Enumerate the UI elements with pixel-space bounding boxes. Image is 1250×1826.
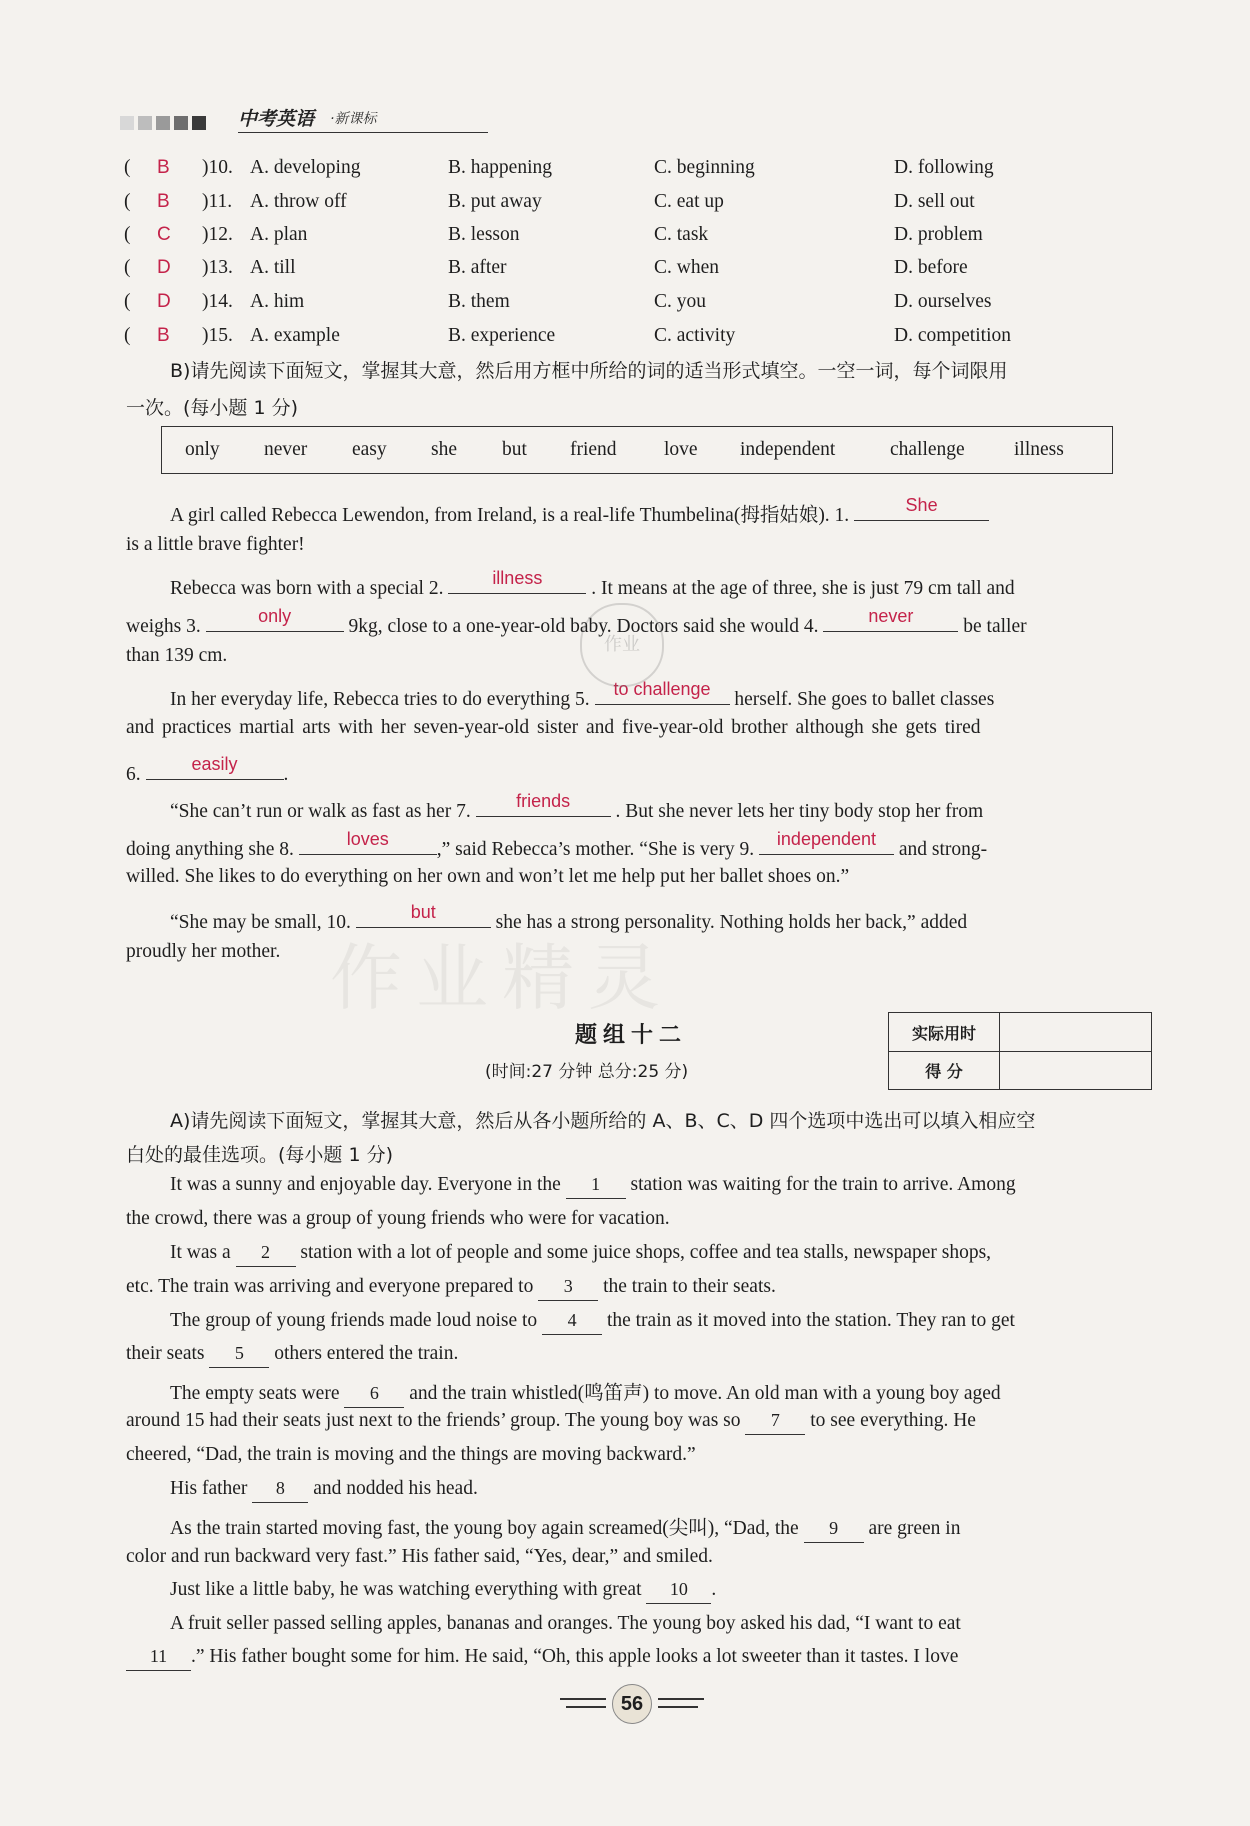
passage-text: doing anything she 8.: [126, 839, 294, 860]
passage-text: 6.: [126, 764, 141, 785]
option-b: B. happening: [448, 157, 552, 178]
filled-answer: never: [868, 606, 914, 626]
word-box-item: friend: [570, 439, 617, 460]
blank-number: 10: [646, 1579, 711, 1604]
word-box: [161, 426, 1113, 474]
mcq-answer: D: [157, 257, 171, 278]
passage-b-line: [126, 607, 1027, 638]
answer-blank-2: [448, 569, 586, 594]
passage-b-line: [126, 830, 987, 861]
passage-text: be taller: [963, 616, 1027, 637]
passage-text: A fruit seller passed selling apples, bananas and oranges. The young boy asked his dad, “I want to eat: [170, 1613, 961, 1634]
mcq-answer: B: [157, 191, 170, 212]
passage-b-line: [126, 755, 288, 786]
passage-a-line: [170, 1242, 991, 1267]
passage-text: It was a sunny and enjoyable day. Everyone in the: [170, 1174, 561, 1195]
passage-text: 9kg, close to a one-year-old baby. Doctors said she would 4.: [348, 616, 819, 637]
open-paren: (: [124, 157, 131, 178]
page-header: [120, 104, 490, 134]
option-d: D. ourselves: [894, 291, 992, 312]
header-block: [192, 116, 206, 130]
book-title: 中考英语: [238, 108, 315, 130]
passage-text: His father: [170, 1478, 248, 1499]
option-a: A. plan: [250, 224, 308, 245]
page-number-rule: [658, 1706, 698, 1708]
question-number: )12.: [202, 224, 233, 245]
passage-b-line: [170, 496, 989, 527]
page-number-rule: [658, 1698, 704, 1700]
option-a: A. developing: [250, 157, 361, 178]
word-box-item: illness: [1014, 439, 1064, 460]
open-paren: (: [124, 257, 131, 278]
passage-text: . But she never lets her tiny body stop her from: [615, 801, 984, 822]
passage-text: .: [283, 764, 289, 785]
passage-a-line: [170, 1310, 1015, 1335]
answer-blank-9: [759, 830, 894, 855]
passage-text: Just like a little baby, he was watching everything with great: [170, 1579, 642, 1600]
open-paren: (: [124, 191, 131, 212]
word-box-item: only: [185, 439, 220, 460]
passage-text: proudly her mother.: [126, 941, 281, 962]
option-b: B. after: [448, 257, 507, 278]
passage-text: etc. The train was arriving and everyone prepared to: [126, 1276, 534, 1297]
page-number-rule: [566, 1706, 606, 1708]
score-label: 得 分: [925, 1062, 963, 1081]
book-subtitle: ·新课标: [330, 111, 377, 127]
answer-blank-1: [854, 496, 989, 521]
page-number-rule: [560, 1698, 606, 1700]
option-b: B. them: [448, 291, 510, 312]
passage-text: A girl called Rebecca Lewendon, from Ireland, is a real-life Thumbelina(拇指姑娘). 1.: [170, 505, 850, 526]
option-a: A. example: [250, 325, 340, 346]
option-c: C. beginning: [654, 157, 755, 178]
passage-text: Rebecca was born with a special 2.: [170, 578, 444, 599]
section-a-instruction-cont: 白处的最佳选项。(每小题 1 分): [126, 1144, 393, 1166]
option-d: D. competition: [894, 325, 1011, 346]
blank-number: 11: [126, 1646, 191, 1671]
section-b-instruction: B)请先阅读下面短文，掌握其大意，然后用方框中所给的词的适当形式填空。一空一词，每个词限用: [170, 360, 1008, 382]
filled-answer: friends: [516, 791, 571, 811]
passage-text: .” His father bought some for him. He said, “Oh, this apple looks a lot sweeter than it tastes. I love: [191, 1646, 959, 1667]
filled-answer: loves: [346, 829, 389, 849]
word-box-item: she: [431, 439, 457, 460]
option-c: C. when: [654, 257, 719, 278]
passage-text: station was waiting for the train to arrive. Among: [630, 1174, 1016, 1195]
question-number: )15.: [202, 325, 233, 346]
question-number: )10.: [202, 157, 233, 178]
passage-b-line: [170, 792, 983, 823]
filled-answer: but: [410, 902, 436, 922]
header-block: [138, 116, 152, 130]
table-rule: [889, 1051, 1151, 1052]
option-b: B. lesson: [448, 224, 520, 245]
blank-number: 9: [804, 1518, 864, 1543]
passage-text: weighs 3.: [126, 616, 201, 637]
blank-number: 7: [745, 1410, 805, 1435]
option-a: A. throw off: [250, 191, 347, 212]
option-d: D. problem: [894, 224, 983, 245]
passage-text: to see everything. He: [810, 1410, 976, 1431]
section-b-instruction-cont: 一次。(每小题 1 分): [126, 397, 298, 419]
passage-text: .: [711, 1579, 717, 1600]
word-box-item: challenge: [890, 439, 965, 460]
mcq-answer: C: [157, 224, 171, 245]
blank-number: 1: [566, 1174, 626, 1199]
answer-blank-3: [206, 607, 344, 632]
passage-a-line: [170, 1579, 716, 1604]
word-box-item: but: [502, 439, 527, 460]
passage-text: is a little brave fighter!: [126, 534, 305, 555]
section-a-instruction: A)请先阅读下面短文，掌握其大意，然后从各小题所给的 A、B、C、D 四个选项中选出可以填入相应空: [170, 1110, 1036, 1132]
passage-text: are green in: [868, 1518, 961, 1539]
option-b: B. experience: [448, 325, 556, 346]
passage-text: station with a lot of people and some juice shops, coffee and tea stalls, newspaper shops,: [300, 1242, 992, 1263]
answer-blank-7: [476, 792, 611, 817]
passage-text: “She can’t run or walk as fast as her 7.: [170, 801, 471, 822]
passage-text: cheered, “Dad, the train is moving and the things are moving backward.”: [126, 1444, 696, 1465]
passage-text: ,” said Rebecca’s mother. “She is very 9.: [436, 839, 755, 860]
filled-answer: to challenge: [613, 679, 711, 699]
mcq-answer: B: [157, 157, 170, 178]
passage-text: “She may be small, 10.: [170, 912, 351, 933]
passage-text: In her everyday life, Rebecca tries to do everything 5.: [170, 689, 590, 710]
passage-text: and nodded his head.: [313, 1478, 478, 1499]
passage-text: herself. She goes to ballet classes: [734, 689, 995, 710]
option-c: C. you: [654, 291, 707, 312]
passage-text: As the train started moving fast, the young boy again screamed(尖叫), “Dad, the: [170, 1518, 799, 1539]
passage-text: color and run backward very fast.” His father said, “Yes, dear,” and smiled.: [126, 1546, 713, 1567]
option-d: D. following: [894, 157, 994, 178]
passage-a-line: [126, 1343, 458, 1368]
passage-a-line: [126, 1646, 958, 1671]
passage-a-line: [126, 1410, 976, 1435]
question-number: )11.: [202, 191, 233, 212]
word-box-item: independent: [740, 439, 836, 460]
passage-text: It was a: [170, 1242, 231, 1263]
answer-blank-6: [146, 755, 284, 780]
watermark: 作业精灵: [330, 936, 675, 1020]
passage-a-line: [170, 1478, 478, 1503]
page-number: [560, 1684, 704, 1724]
table-rule: [999, 1013, 1000, 1089]
word-box-item: love: [664, 439, 698, 460]
passage-a-line: [170, 1174, 1016, 1199]
filled-answer: only: [258, 606, 292, 626]
option-c: C. eat up: [654, 191, 724, 212]
header-blocks: [120, 116, 210, 135]
blank-number: 8: [252, 1478, 308, 1503]
header-divider: [238, 132, 488, 133]
group-title: 题组十二: [575, 1023, 688, 1048]
passage-text: and strong-: [898, 839, 988, 860]
filled-answer: independent: [776, 829, 877, 849]
passage-text: than 139 cm.: [126, 645, 228, 666]
passage-a-line: [170, 1512, 960, 1543]
header-block: [174, 116, 188, 130]
option-d: D. before: [894, 257, 968, 278]
open-paren: (: [124, 224, 131, 245]
header-block: [120, 116, 134, 130]
passage-text: and the train whistled(鸣笛声) to move. An old man with a young boy aged: [409, 1383, 1001, 1404]
option-a: A. till: [250, 257, 296, 278]
passage-text: their seats: [126, 1343, 205, 1364]
passage-text: the train to their seats.: [603, 1276, 776, 1297]
option-c: C. activity: [654, 325, 736, 346]
passage-text: . It means at the age of three, she is just 79 cm tall and: [591, 578, 1015, 599]
group-time-score: (时间:27 分钟 总分:25 分): [485, 1062, 689, 1082]
passage-text: around 15 had their seats just next to the friends’ group. The young boy was so: [126, 1410, 741, 1431]
passage-text: the crowd, there was a group of young friends who were for vacation.: [126, 1208, 670, 1229]
filled-answer: easily: [191, 754, 238, 774]
option-a: A. him: [250, 291, 305, 312]
answer-blank-8: [299, 830, 437, 855]
option-b: B. put away: [448, 191, 542, 212]
blank-number: 4: [542, 1310, 602, 1335]
seal-stamp: 作业: [580, 603, 664, 687]
option-c: C. task: [654, 224, 709, 245]
passage-text: and practices martial arts with her seven-year-old sister and five-year-old brother although she gets tired: [126, 717, 981, 738]
blank-number: 2: [236, 1242, 296, 1267]
mcq-answer: D: [157, 291, 171, 312]
time-used-label: 实际用时: [911, 1024, 976, 1043]
word-box-item: never: [264, 439, 308, 460]
passage-text: willed. She likes to do everything on her own and won’t let me help put her ballet shoes on.”: [126, 866, 850, 887]
score-table: [888, 1012, 1152, 1090]
blank-number: 3: [538, 1276, 598, 1301]
open-paren: (: [124, 291, 131, 312]
word-box-item: easy: [352, 439, 387, 460]
page-number-badge: 56: [612, 1684, 652, 1724]
passage-a-line: [126, 1276, 776, 1301]
passage-text: the train as it moved into the station. They ran to get: [606, 1310, 1015, 1331]
filled-answer: illness: [492, 568, 543, 588]
mcq-answer: B: [157, 325, 170, 346]
passage-b-line: [170, 569, 1015, 600]
question-number: )13.: [202, 257, 233, 278]
option-d: D. sell out: [894, 191, 975, 212]
header-block: [156, 116, 170, 130]
question-number: )14.: [202, 291, 233, 312]
open-paren: (: [124, 325, 131, 346]
passage-b-line: [170, 680, 994, 711]
answer-blank-4: [823, 607, 958, 632]
passage-text: The empty seats were: [170, 1383, 340, 1404]
passage-text: she has a strong personality. Nothing holds her back,” added: [495, 912, 968, 933]
blank-number: 5: [209, 1343, 269, 1368]
passage-text: others entered the train.: [274, 1343, 459, 1364]
blank-number: 6: [344, 1383, 404, 1408]
passage-a-line: [170, 1377, 1001, 1408]
passage-text: The group of young friends made loud noise to: [170, 1310, 538, 1331]
filled-answer: She: [905, 495, 938, 515]
